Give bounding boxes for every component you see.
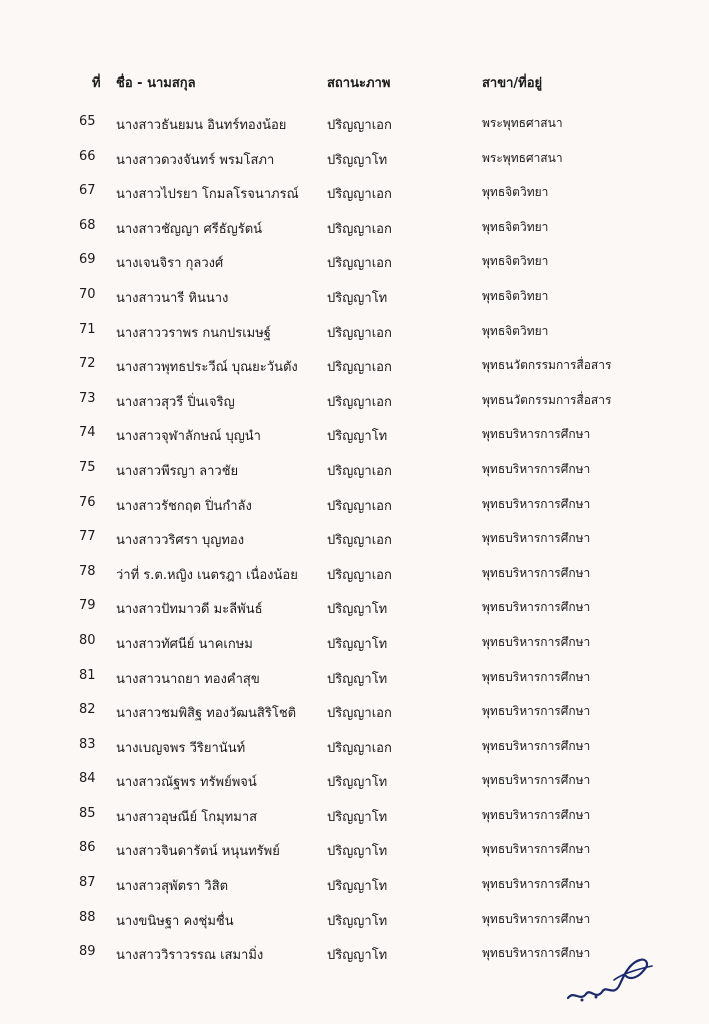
- table-row: [0, 352, 709, 387]
- table-row: [0, 871, 709, 906]
- row-status: ปริญญาโท: [327, 809, 388, 825]
- row-department: พุทธนวัตกรรมการสื่อสาร: [482, 358, 612, 373]
- row-number: 87: [79, 875, 96, 891]
- table-row: [0, 283, 709, 318]
- table-row: [0, 906, 709, 941]
- row-department: พุทธบริหารการศึกษา: [482, 773, 591, 788]
- row-status: ปริญญาเอก: [327, 256, 392, 272]
- table-row: [0, 629, 709, 664]
- table-row: [0, 836, 709, 871]
- table-row: [0, 179, 709, 214]
- row-status: ปริญญาโท: [327, 913, 388, 929]
- row-number: 78: [79, 563, 96, 579]
- row-number: 73: [79, 390, 96, 406]
- row-number: 77: [79, 529, 96, 545]
- row-status: ปริญญาโท: [327, 879, 388, 895]
- table-row: [0, 318, 709, 353]
- row-department: พุทธนวัตกรรมการสื่อสาร: [482, 392, 612, 407]
- row-status: ปริญญาเอก: [327, 567, 392, 583]
- header-name: ชื่อ - นามสกุล: [116, 76, 196, 91]
- row-number: 80: [79, 632, 96, 648]
- row-department: พุทธบริหารการศึกษา: [482, 911, 591, 926]
- table-row: [0, 560, 709, 595]
- table-row: [0, 664, 709, 699]
- table-row: [0, 594, 709, 629]
- row-number: 68: [79, 217, 96, 233]
- row-name: นางสาวสุวรี ปิ่นเจริญ: [116, 394, 235, 410]
- row-status: ปริญญาเอก: [327, 394, 392, 410]
- row-department: พุทธบริหารการศึกษา: [482, 807, 591, 822]
- row-name: นางสาวอุษณีย์ โกมุทมาส: [116, 809, 258, 825]
- row-name: นางสาวณัฐพร ทรัพย์พจน์: [116, 775, 257, 791]
- row-name: นางสาวสุพัตรา วิสิต: [116, 879, 229, 895]
- row-department: พุทธบริหารการศึกษา: [482, 461, 591, 476]
- signature-mark: [560, 940, 660, 1010]
- row-name: นางเบญจพร วีริยานันท์: [116, 740, 246, 756]
- row-status: ปริญญาเอก: [327, 325, 392, 341]
- table-row: [0, 387, 709, 422]
- row-number: 71: [79, 321, 96, 337]
- row-department: พุทธบริหารการศึกษา: [482, 877, 591, 892]
- row-department: พระพุทธศาสนา: [482, 116, 563, 130]
- row-number: 88: [79, 909, 96, 925]
- table-row: [0, 145, 709, 180]
- row-name: นางสาวนารี หินนาง: [116, 290, 229, 306]
- table-row: [0, 491, 709, 526]
- row-department: พุทธบริหารการศึกษา: [482, 634, 591, 649]
- table-row: [0, 525, 709, 560]
- row-number: 74: [79, 425, 96, 441]
- row-number: 84: [79, 771, 96, 787]
- row-name: นางขนิษฐา คงชุ่มชื่น: [116, 913, 234, 929]
- row-status: ปริญญาเอก: [327, 463, 392, 479]
- table-row: [0, 456, 709, 491]
- row-number: 75: [79, 459, 96, 475]
- row-name: นางสาวทัศนีย์ นาคเกษม: [116, 636, 253, 652]
- row-status: ปริญญาโท: [327, 429, 388, 445]
- row-name: นางสาวพีรญา ลาวชัย: [116, 463, 239, 479]
- row-status: ปริญญาเอก: [327, 360, 392, 376]
- row-name: ว่าที่ ร.ต.หญิง เนตรฎา เนื่องน้อย: [116, 567, 298, 583]
- row-department: พุทธบริหารการศึกษา: [482, 427, 591, 442]
- row-status: ปริญญาเอก: [327, 533, 392, 549]
- row-department: พุทธจิตวิทยา: [482, 288, 549, 303]
- row-status: ปริญญาโท: [327, 671, 388, 687]
- row-status: ปริญญาเอก: [327, 740, 392, 756]
- row-name: นางสาวพุทธประวีณ์ บุณยะวันตัง: [116, 360, 298, 376]
- row-number: 76: [79, 494, 96, 510]
- row-status: ปริญญาโท: [327, 152, 388, 168]
- row-name: นางสาวรัชกฤต ปิ่นกำลัง: [116, 498, 252, 514]
- table-body: [0, 110, 709, 975]
- row-name: นางสาวจุฬาลักษณ์ บุญนำ: [116, 429, 261, 445]
- row-name: นางสาวธันยมน อินทร์ทองน้อย: [116, 118, 287, 133]
- row-department: พุทธบริหารการศึกษา: [482, 704, 591, 719]
- row-number: 66: [79, 148, 96, 164]
- row-name: นางสาวปัทมาวดี มะลีพันธ์: [116, 602, 263, 618]
- row-name: นางสาววราพร กนกปรเมษฐ์: [116, 325, 271, 341]
- header-department: สาขา/ที่อยู่: [482, 76, 543, 91]
- row-status: ปริญญาเอก: [327, 706, 392, 722]
- row-number: 69: [79, 252, 96, 268]
- row-department: พุทธบริหารการศึกษา: [482, 496, 591, 511]
- row-name: นางเจนจิรา กุลวงศ์: [116, 256, 224, 272]
- row-name: นางสาวจินดารัตน์ หนุนทรัพย์: [116, 844, 280, 860]
- row-department: พระพุทธศาสนา: [482, 150, 563, 165]
- row-status: ปริญญาโท: [327, 844, 388, 860]
- row-department: พุทธจิตวิทยา: [482, 219, 549, 234]
- row-name: นางสาวนาถยา ทองคำสุข: [116, 671, 260, 687]
- row-status: ปริญญาโท: [327, 602, 388, 618]
- table-row: [0, 733, 709, 768]
- row-name: นางสาวไปรยา โกมลโรจนาภรณ์: [116, 187, 299, 203]
- row-department: พุทธบริหารการศึกษา: [482, 738, 591, 753]
- row-status: ปริญญาโท: [327, 636, 388, 652]
- row-number: 70: [79, 286, 96, 302]
- row-department: พุทธบริหารการศึกษา: [482, 842, 591, 857]
- row-department: พุทธจิตวิทยา: [482, 323, 549, 338]
- table-row: [0, 214, 709, 249]
- header-no: ที่: [92, 76, 101, 91]
- row-department: พุทธบริหารการศึกษา: [482, 531, 591, 546]
- table-row: [0, 802, 709, 837]
- table-row: [0, 248, 709, 283]
- row-department: พุทธบริหารการศึกษา: [482, 946, 591, 961]
- row-department: พุทธบริหารการศึกษา: [482, 600, 591, 615]
- row-number: 79: [79, 598, 96, 614]
- row-number: 83: [79, 736, 96, 752]
- row-status: ปริญญาเอก: [327, 187, 392, 203]
- row-number: 86: [79, 840, 96, 856]
- table-row: [0, 421, 709, 456]
- row-name: นางสาวชัญญา ศรีธัญรัตน์: [116, 221, 263, 237]
- row-status: ปริญญาโท: [327, 775, 388, 791]
- table-header: [0, 72, 709, 96]
- header-status: สถานะภาพ: [327, 76, 391, 91]
- row-department: พุทธจิตวิทยา: [482, 185, 549, 200]
- row-department: พุทธบริหารการศึกษา: [482, 669, 591, 684]
- row-number: 65: [79, 114, 96, 129]
- row-number: 89: [79, 944, 96, 960]
- row-number: 72: [79, 356, 96, 372]
- row-name: นางสาวชมพิสิฐ ทองวัฒนสิริโชติ: [116, 706, 297, 722]
- row-department: พุทธบริหารการศึกษา: [482, 565, 591, 580]
- row-name: นางสาวดวงจันทร์ พรมโสภา: [116, 152, 275, 168]
- row-department: พุทธจิตวิทยา: [482, 254, 549, 269]
- row-name: นางสาววริศรา บุญทอง: [116, 533, 245, 549]
- row-status: ปริญญาเอก: [327, 118, 392, 133]
- table-row: [0, 110, 709, 145]
- table-row: [0, 698, 709, 733]
- row-number: 82: [79, 702, 96, 718]
- row-number: 81: [79, 667, 96, 683]
- table-row: [0, 767, 709, 802]
- row-number: 85: [79, 805, 96, 821]
- row-status: ปริญญาเอก: [327, 498, 392, 514]
- row-status: ปริญญาเอก: [327, 221, 392, 237]
- row-status: ปริญญาโท: [327, 290, 388, 306]
- row-status: ปริญญาโท: [327, 948, 388, 964]
- row-name: นางสาววิราวรรณ เสมามิ่ง: [116, 948, 264, 964]
- row-number: 67: [79, 183, 96, 199]
